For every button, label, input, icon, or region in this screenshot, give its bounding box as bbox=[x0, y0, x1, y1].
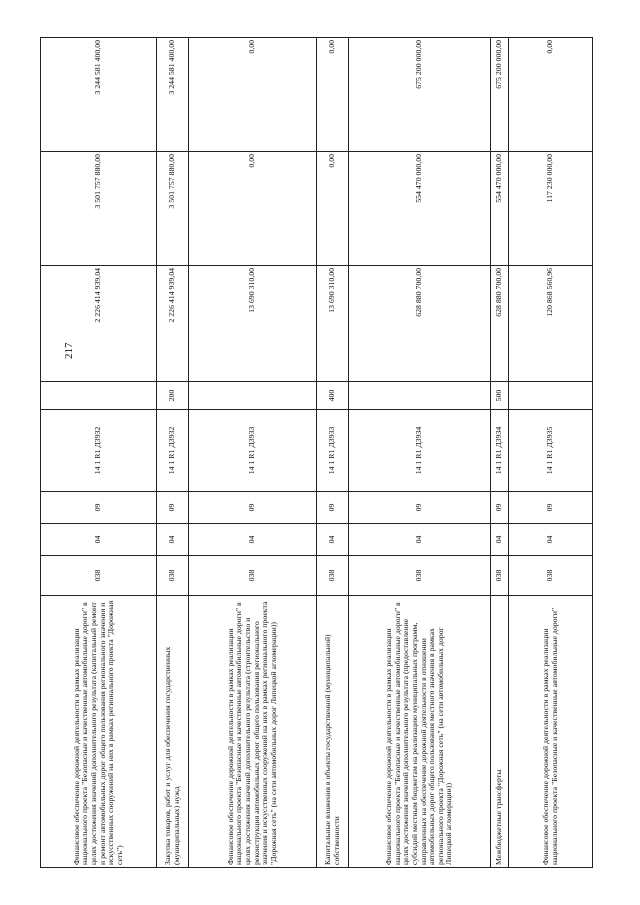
amount-year-2: 554 470 000,00 bbox=[491, 152, 509, 266]
expense-type-code: 500 bbox=[491, 382, 509, 410]
subsection-code: 09 bbox=[317, 492, 349, 524]
amount-year-3: 0,00 bbox=[189, 38, 317, 152]
row-name: Финансовое обеспечение дорожной деятельности в рамках реализации национального проекта "Безопасные и качественные автомобильные дороги" в целях достижения значений дополнительного результата (капитальный ремонт и ремонт автомобильных дорог общего пользования регионального значения и искусственных сооружений на них в рамках регионального проекта "Дорожная сеть") bbox=[41, 596, 157, 868]
amount-year-3: 0,00 bbox=[509, 38, 593, 152]
section-code: 04 bbox=[317, 524, 349, 556]
table-row bbox=[509, 38, 593, 868]
subsection-code: 09 bbox=[491, 492, 509, 524]
grbs-code: 038 bbox=[41, 556, 157, 596]
grbs-code: 038 bbox=[157, 556, 189, 596]
table-row bbox=[189, 38, 317, 868]
target-article-code: 14 1 R1 Д3933 bbox=[189, 410, 317, 492]
expense-type-code: 400 bbox=[317, 382, 349, 410]
row-name: Капитальные вложения в объекты государственной (муниципальной) собственности bbox=[317, 596, 349, 868]
amount-year-2: 3 501 757 880,00 bbox=[157, 152, 189, 266]
target-article-code: 14 1 R1 Д3935 bbox=[509, 410, 593, 492]
amount-year-2: 0,00 bbox=[189, 152, 317, 266]
section-code: 04 bbox=[157, 524, 189, 556]
amount-year-1: 13 690 310,00 bbox=[189, 266, 317, 382]
rotated-table-container bbox=[40, 38, 592, 868]
expense-type-code bbox=[349, 382, 491, 410]
amount-year-2: 554 470 000,00 bbox=[349, 152, 491, 266]
subsection-code: 09 bbox=[509, 492, 593, 524]
amount-year-1: 2 226 414 939,04 bbox=[157, 266, 189, 382]
row-name: Финансовое обеспечение дорожной деятельности в рамках реализации национального проекта "Безопасные и качественные автомобильные дороги" в целях достижения значений дополнительного результата (предоставление субсидий местным бюджетам на реализацию муниципальных программ, направленных на обеспечение дорожной деятельности в отношении автомобильных дорог общего пользования местного значения в рамках регионального проекта "Дорожная сеть" (на сети автомобильных дорог Липецкой агломерации)) bbox=[349, 596, 491, 868]
amount-year-1: 120 868 560,96 bbox=[509, 266, 593, 382]
amount-year-2: 117 230 000,00 bbox=[509, 152, 593, 266]
expense-type-code bbox=[41, 382, 157, 410]
section-code: 04 bbox=[509, 524, 593, 556]
amount-year-3: 675 200 000,00 bbox=[491, 38, 509, 152]
subsection-code: 09 bbox=[41, 492, 157, 524]
table-row bbox=[317, 38, 349, 868]
expense-type-code: 200 bbox=[157, 382, 189, 410]
amount-year-1: 2 226 414 939,04 bbox=[41, 266, 157, 382]
table-row bbox=[157, 38, 189, 868]
grbs-code: 038 bbox=[509, 556, 593, 596]
target-article-code: 14 1 R1 Д3932 bbox=[157, 410, 189, 492]
table-row bbox=[349, 38, 491, 868]
amount-year-3: 675 200 000,00 bbox=[349, 38, 491, 152]
grbs-code: 038 bbox=[189, 556, 317, 596]
amount-year-3: 3 244 581 400,00 bbox=[41, 38, 157, 152]
subsection-code: 09 bbox=[157, 492, 189, 524]
target-article-code: 14 1 R1 Д3934 bbox=[349, 410, 491, 492]
target-article-code: 14 1 R1 Д3933 bbox=[317, 410, 349, 492]
row-name: Финансовое обеспечение дорожной деятельности в рамках реализации национального проекта "Безопасные и качественные автомобильные дороги" в целях достижения значений дополнительного результата (строительство и реконструкция автомобильных дорог общего пользования регионального значения и искусственных сооружений на них в рамках регионального проекта "Дорожная сеть" (на сети автомобильных дорог Липецкой агломерации)) bbox=[189, 596, 317, 868]
amount-year-3: 3 244 581 400,00 bbox=[157, 38, 189, 152]
row-name: Финансовое обеспечение дорожной деятельности в рамках реализации национального проекта "Безопасные и качественные автомобильные дороги" bbox=[509, 596, 593, 868]
table-row bbox=[491, 38, 509, 868]
budget-table bbox=[40, 37, 593, 868]
subsection-code: 09 bbox=[189, 492, 317, 524]
target-article-code: 14 1 R1 Д3932 bbox=[41, 410, 157, 492]
table-row bbox=[41, 38, 157, 868]
subsection-code: 09 bbox=[349, 492, 491, 524]
section-code: 04 bbox=[189, 524, 317, 556]
page-number: 217 bbox=[63, 342, 75, 359]
expense-type-code bbox=[189, 382, 317, 410]
section-code: 04 bbox=[491, 524, 509, 556]
amount-year-2: 3 501 757 880,00 bbox=[41, 152, 157, 266]
row-name: Межбюджетные трансферты bbox=[491, 596, 509, 868]
grbs-code: 038 bbox=[349, 556, 491, 596]
expense-type-code bbox=[509, 382, 593, 410]
section-code: 04 bbox=[349, 524, 491, 556]
amount-year-1: 628 880 700,00 bbox=[349, 266, 491, 382]
amount-year-3: 0,00 bbox=[317, 38, 349, 152]
grbs-code: 038 bbox=[491, 556, 509, 596]
target-article-code: 14 1 R1 Д3934 bbox=[491, 410, 509, 492]
section-code: 04 bbox=[41, 524, 157, 556]
amount-year-2: 0,00 bbox=[317, 152, 349, 266]
amount-year-1: 628 880 700,00 bbox=[491, 266, 509, 382]
amount-year-1: 13 690 310,00 bbox=[317, 266, 349, 382]
row-name: Закупка товаров, работ и услуг для обеспечения государственных (муниципальных) нужд bbox=[157, 596, 189, 868]
grbs-code: 038 bbox=[317, 556, 349, 596]
